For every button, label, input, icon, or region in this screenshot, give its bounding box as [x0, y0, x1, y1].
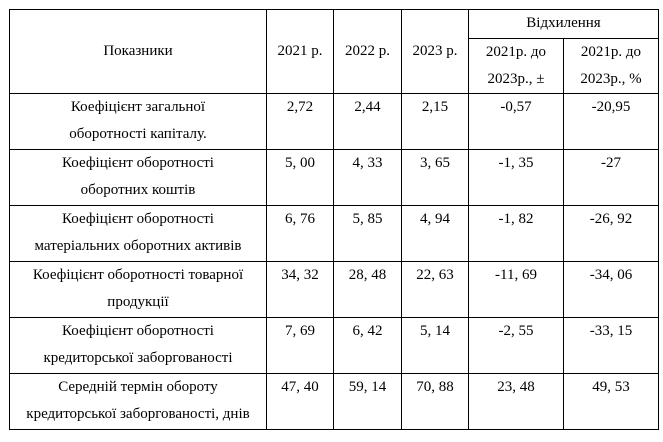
header-2021: 2021 р.: [267, 10, 334, 94]
deviation-absolute: -1, 82: [469, 206, 564, 262]
value-2022: 28, 48: [334, 262, 402, 318]
header-row-1: [10, 10, 659, 39]
deviation-percent: -26, 92: [564, 206, 659, 262]
value-2023: 5, 14: [402, 318, 469, 374]
indicator-name-line2: кредиторської заборгованості, днів: [26, 406, 250, 422]
indicator-cell: [10, 318, 267, 374]
deviation-percent: -20,95: [564, 94, 659, 150]
header-2023: 2023 р.: [402, 10, 469, 94]
value-2021: 47, 40: [267, 374, 334, 430]
table-row: [10, 150, 659, 206]
indicator-cell: [10, 94, 267, 150]
header-2022: 2022 р.: [334, 10, 402, 94]
indicator-name-line2: оборотності капіталу.: [69, 126, 207, 142]
header-deviation-absolute-line2: 2023р., ±: [487, 71, 545, 87]
indicator-cell: [10, 262, 267, 318]
indicator-cell: [10, 374, 267, 430]
table-row: [10, 206, 659, 262]
deviation-absolute: -1, 35: [469, 150, 564, 206]
table-row: [10, 94, 659, 150]
value-2023: 70, 88: [402, 374, 469, 430]
table-row: [10, 262, 659, 318]
deviation-absolute: -11, 69: [469, 262, 564, 318]
value-2023: 22, 63: [402, 262, 469, 318]
deviation-percent: 49, 53: [564, 374, 659, 430]
deviation-percent: -34, 06: [564, 262, 659, 318]
indicator-name-line1: Коефіцієнт загальної: [70, 99, 206, 115]
value-2022: 59, 14: [334, 374, 402, 430]
deviation-absolute: -2, 55: [469, 318, 564, 374]
value-2022: 6, 42: [334, 318, 402, 374]
value-2021: 34, 32: [267, 262, 334, 318]
value-2022: 2,44: [334, 94, 402, 150]
indicator-name-line1: Коефіцієнт оборотності: [62, 155, 214, 171]
indicator-name-line2: матеріальних оборотних активів: [34, 238, 242, 254]
value-2023: 2,15: [402, 94, 469, 150]
indicator-name-line2: оборотних коштів: [80, 182, 196, 198]
table-row: [10, 318, 659, 374]
indicator-name-line2: кредиторської заборгованості: [43, 350, 233, 366]
indicator-name-line1: Коефіцієнт оборотності: [62, 211, 214, 227]
value-2021: 2,72: [267, 94, 334, 150]
deviation-percent: -27: [564, 150, 659, 206]
header-deviation-absolute: [469, 39, 564, 94]
value-2023: 3, 65: [402, 150, 469, 206]
deviation-percent: -33, 15: [564, 318, 659, 374]
value-2023: 4, 94: [402, 206, 469, 262]
indicators-table: [9, 9, 659, 430]
deviation-absolute: -0,57: [469, 94, 564, 150]
header-deviation-absolute-line1: 2021р. до: [485, 44, 547, 60]
deviation-absolute: 23, 48: [469, 374, 564, 430]
indicator-cell: [10, 150, 267, 206]
indicator-cell: [10, 206, 267, 262]
value-2022: 5, 85: [334, 206, 402, 262]
header-deviation-percent: [564, 39, 659, 94]
header-deviation: Відхилення: [469, 10, 659, 39]
indicator-name-line1: Коефіцієнт оборотності: [62, 323, 214, 339]
value-2021: 7, 69: [267, 318, 334, 374]
indicator-name-line1: Середній термін обороту: [58, 379, 218, 395]
indicator-name-line1: Коефіцієнт оборотності товарної: [32, 267, 244, 283]
header-deviation-percent-line1: 2021р. до: [580, 44, 642, 60]
value-2021: 6, 76: [267, 206, 334, 262]
value-2022: 4, 33: [334, 150, 402, 206]
value-2021: 5, 00: [267, 150, 334, 206]
header-indicator: Показники: [10, 10, 267, 94]
header-deviation-percent-line2: 2023р., %: [580, 71, 642, 87]
table-row: [10, 374, 659, 430]
indicator-name-line2: продукції: [107, 294, 169, 310]
